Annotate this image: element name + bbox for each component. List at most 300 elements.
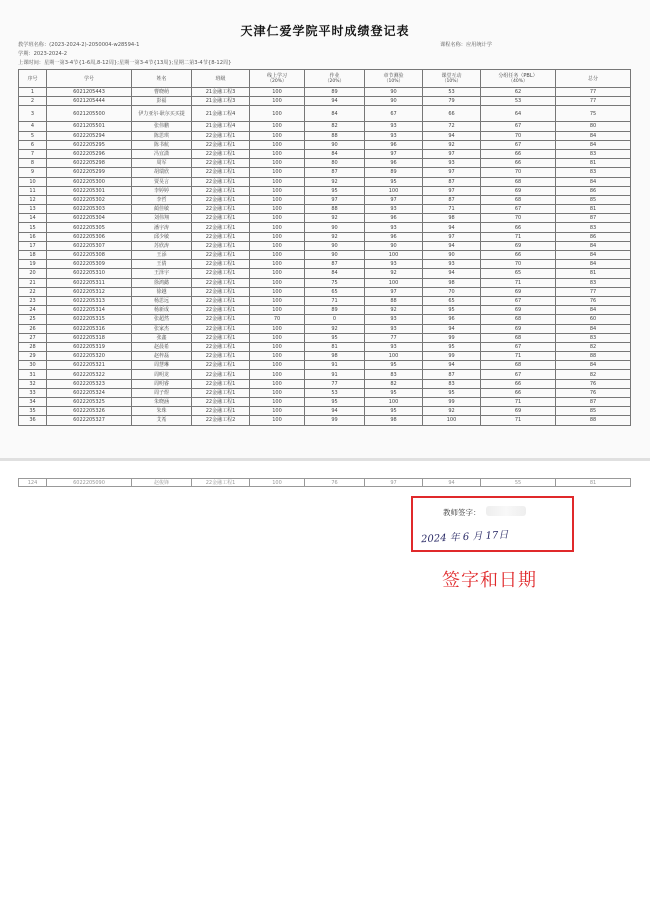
table-cell: 22金融工程1 — [192, 159, 250, 168]
table-cell: 22金融工程2 — [192, 416, 250, 425]
table-cell: 97 — [365, 479, 423, 487]
table-cell: 6022205325 — [47, 398, 132, 407]
table-cell: 89 — [365, 168, 423, 177]
table-cell: 22金融工程1 — [192, 168, 250, 177]
table-cell: 84 — [556, 251, 631, 260]
table-cell: 6022205324 — [47, 388, 132, 397]
table-cell: 22金融工程1 — [192, 260, 250, 269]
table-cell: 22金融工程1 — [192, 241, 250, 250]
table-cell: 6022205318 — [47, 333, 132, 342]
table-row — [19, 122, 631, 131]
table-cell: 75 — [305, 278, 365, 287]
table-cell: 6022205303 — [47, 205, 132, 214]
table-cell: 徐越 — [132, 287, 192, 296]
table-cell: 83 — [556, 168, 631, 177]
table-cell: 92 — [423, 140, 481, 149]
table-cell: 22金融工程1 — [192, 306, 250, 315]
table-cell: 87 — [423, 195, 481, 204]
table-cell: 67 — [481, 342, 556, 351]
table-cell: 100 — [250, 177, 305, 186]
column-header — [19, 70, 47, 88]
table-row — [19, 251, 631, 260]
page-separator — [0, 458, 650, 461]
table-cell: 100 — [250, 306, 305, 315]
table-row — [19, 131, 631, 140]
table-cell: 99 — [305, 416, 365, 425]
table-cell: 100 — [250, 122, 305, 131]
signature-label: 教师签字： — [443, 508, 481, 517]
table-cell: 李婷婷 — [132, 186, 192, 195]
table-cell: 93 — [365, 205, 423, 214]
table-cell: 67 — [481, 205, 556, 214]
table-cell: 22金融工程1 — [192, 131, 250, 140]
table-cell: 100 — [250, 205, 305, 214]
table-cell: 100 — [250, 251, 305, 260]
column-header-weight: （20%） — [267, 78, 287, 84]
column-header — [423, 70, 481, 88]
table-cell: 84 — [556, 361, 631, 370]
table-cell: 6022205305 — [47, 223, 132, 232]
table-cell: 100 — [250, 278, 305, 287]
table-cell: 75 — [556, 106, 631, 122]
column-header-label: 序号 — [27, 75, 38, 82]
table-cell: 赵梓磊 — [132, 352, 192, 361]
table-cell: 100 — [250, 241, 305, 250]
table-cell: 82 — [365, 379, 423, 388]
table-cell: 100 — [250, 388, 305, 397]
table-cell: 94 — [423, 241, 481, 250]
column-header — [305, 70, 365, 88]
table-cell: 88 — [305, 205, 365, 214]
table-cell: 97 — [423, 149, 481, 158]
table-row — [19, 352, 631, 361]
table-cell: 71 — [481, 278, 556, 287]
table-cell: 124 — [19, 479, 47, 487]
table-cell: 96 — [423, 315, 481, 324]
table-cell: 93 — [365, 324, 423, 333]
table-cell: 李哲 — [132, 195, 192, 204]
table-cell: 60 — [556, 315, 631, 324]
table-cell: 98 — [305, 352, 365, 361]
table-cell: 95 — [423, 388, 481, 397]
table-cell: 12 — [19, 195, 47, 204]
table-cell: 87 — [423, 177, 481, 186]
table-cell: 86 — [556, 232, 631, 241]
table-cell: 67 — [365, 106, 423, 122]
table-cell: 83 — [556, 333, 631, 342]
table-cell: 周明龙 — [132, 370, 192, 379]
table-cell: 贾昊言 — [132, 177, 192, 186]
table-cell: 6022205304 — [47, 214, 132, 223]
table-cell: 92 — [305, 232, 365, 241]
table-cell: 97 — [365, 195, 423, 204]
table-cell: 95 — [365, 361, 423, 370]
table-cell: 100 — [250, 106, 305, 122]
table-cell: 94 — [423, 479, 481, 487]
table-cell: 94 — [423, 223, 481, 232]
table-cell: 88 — [365, 296, 423, 305]
table-cell: 22金融工程1 — [192, 342, 250, 351]
table-cell: 6022205319 — [47, 342, 132, 351]
table-cell: 22金融工程1 — [192, 398, 250, 407]
column-header-weight: （10%） — [441, 78, 461, 84]
table-cell: 6022205308 — [47, 251, 132, 260]
table-cell: 100 — [250, 287, 305, 296]
table-cell: 100 — [250, 398, 305, 407]
table-cell: 100 — [250, 195, 305, 204]
table-cell: 100 — [250, 352, 305, 361]
table-cell: 周慧琳 — [132, 361, 192, 370]
table-cell: 22金融工程1 — [192, 232, 250, 241]
table-cell: 3 — [19, 106, 47, 122]
column-header-label: 学号 — [83, 75, 94, 82]
table-cell: 65 — [423, 296, 481, 305]
table-cell: 100 — [250, 342, 305, 351]
table-row — [19, 97, 631, 106]
table-cell: 71 — [481, 416, 556, 425]
table-row — [19, 388, 631, 397]
table-cell: 100 — [365, 186, 423, 195]
table-cell: 68 — [481, 333, 556, 342]
table-cell: 100 — [423, 416, 481, 425]
table-row — [19, 342, 631, 351]
table-cell: 100 — [250, 407, 305, 416]
table-cell: 6022205321 — [47, 361, 132, 370]
table-row — [19, 140, 631, 149]
table-cell: 蔺佳敏 — [132, 205, 192, 214]
table-cell: 100 — [250, 260, 305, 269]
table-row — [19, 186, 631, 195]
table-cell: 68 — [481, 195, 556, 204]
table-row — [19, 269, 631, 278]
table-cell: 6022205312 — [47, 287, 132, 296]
table-cell: 6 — [19, 140, 47, 149]
table-cell: 王添 — [132, 251, 192, 260]
table-cell: 92 — [305, 324, 365, 333]
table-cell: 76 — [556, 388, 631, 397]
table-cell: 6022205295 — [47, 140, 132, 149]
table-cell: 87 — [305, 168, 365, 177]
table-cell: 22金融工程1 — [192, 140, 250, 149]
table-row — [19, 159, 631, 168]
table-row — [19, 168, 631, 177]
table-cell: 曹晓萌 — [132, 88, 192, 97]
table-cell: 艾希 — [132, 416, 192, 425]
table-cell: 张伟鹏 — [132, 122, 192, 131]
table-cell: 87 — [305, 260, 365, 269]
table-cell: 彭福 — [132, 97, 192, 106]
table-cell: 66 — [481, 251, 556, 260]
table-row — [19, 315, 631, 324]
table-cell: 90 — [305, 251, 365, 260]
table-cell: 77 — [556, 88, 631, 97]
table-cell: 22金融工程1 — [192, 333, 250, 342]
table-row — [19, 407, 631, 416]
table-cell: 76 — [305, 479, 365, 487]
table-row — [19, 195, 631, 204]
table-cell: 陈思琪 — [132, 131, 192, 140]
table-cell: 6021205501 — [47, 122, 132, 131]
table-cell: 6022205294 — [47, 131, 132, 140]
table-cell: 100 — [250, 416, 305, 425]
table-cell: 70 — [423, 287, 481, 296]
table-cell: 9 — [19, 168, 47, 177]
table-cell: 66 — [481, 379, 556, 388]
table-cell: 92 — [365, 269, 423, 278]
table-cell: 66 — [481, 159, 556, 168]
table-cell: 苏欣涛 — [132, 241, 192, 250]
table-cell: 84 — [305, 106, 365, 122]
table-cell: 100 — [250, 168, 305, 177]
table-cell: 64 — [481, 106, 556, 122]
table-cell: 刘伟翔 — [132, 214, 192, 223]
table-row — [19, 296, 631, 305]
table-cell: 92 — [305, 214, 365, 223]
table-cell: 71 — [481, 352, 556, 361]
table-cell: 88 — [556, 416, 631, 425]
table-cell: 83 — [556, 149, 631, 158]
table-cell: 98 — [365, 416, 423, 425]
table-cell: 53 — [305, 388, 365, 397]
table-cell: 93 — [365, 342, 423, 351]
table-cell: 徐鸿懿 — [132, 278, 192, 287]
table-cell: 84 — [305, 269, 365, 278]
table-cell: 100 — [250, 186, 305, 195]
table-row — [19, 232, 631, 241]
semester: 学期：2023-2024-2 — [18, 51, 68, 57]
table-cell: 53 — [423, 88, 481, 97]
table-row — [19, 177, 631, 186]
table-cell: 87 — [556, 398, 631, 407]
signature-box — [411, 496, 574, 552]
table-cell: 93 — [423, 159, 481, 168]
table-cell: 79 — [423, 97, 481, 106]
table-cell: 93 — [365, 315, 423, 324]
table-cell: 83 — [556, 223, 631, 232]
table-row — [19, 241, 631, 250]
table-cell: 77 — [556, 97, 631, 106]
table-cell: 95 — [305, 333, 365, 342]
table-cell: 95 — [305, 186, 365, 195]
table-cell: 84 — [556, 306, 631, 315]
table-row — [19, 287, 631, 296]
table-row — [19, 278, 631, 287]
table-cell: 62 — [481, 88, 556, 97]
table-cell: 95 — [365, 177, 423, 186]
table-cell: 84 — [556, 324, 631, 333]
table-cell: 21金融工程4 — [192, 106, 250, 122]
table-cell: 83 — [556, 278, 631, 287]
table-cell: 30 — [19, 361, 47, 370]
table-cell: 21 — [19, 278, 47, 287]
table-cell: 95 — [365, 388, 423, 397]
table-cell: 72 — [423, 122, 481, 131]
table-cell: 21金融工程4 — [192, 122, 250, 131]
table-cell: 17 — [19, 241, 47, 250]
table-cell: 8 — [19, 159, 47, 168]
table-cell: 22金融工程1 — [192, 370, 250, 379]
column-header-label: 分组任务（PBL） — [498, 72, 538, 79]
table-cell: 6022205322 — [47, 370, 132, 379]
table-cell: 90 — [365, 97, 423, 106]
table-cell: 100 — [250, 88, 305, 97]
table-cell: 87 — [556, 214, 631, 223]
table-cell: 71 — [481, 398, 556, 407]
table-cell: 65 — [481, 269, 556, 278]
table-cell: 70 — [481, 131, 556, 140]
table-cell: 71 — [481, 232, 556, 241]
table-cell: 22金融工程1 — [192, 296, 250, 305]
table-cell: 朱晓涵 — [132, 398, 192, 407]
column-header-label: 课堂互动 — [441, 72, 462, 79]
table-cell: 97 — [365, 287, 423, 296]
table-cell: 68 — [481, 315, 556, 324]
table-cell: 22金融工程1 — [192, 379, 250, 388]
table-cell: 24 — [19, 306, 47, 315]
table-cell: 100 — [250, 131, 305, 140]
table-cell: 100 — [250, 140, 305, 149]
table-cell: 100 — [250, 479, 305, 487]
table-cell: 85 — [556, 195, 631, 204]
table-cell: 84 — [556, 177, 631, 186]
table-row — [19, 88, 631, 97]
table-cell: 93 — [365, 260, 423, 269]
table-cell: 95 — [423, 342, 481, 351]
table-cell: 6022205311 — [47, 278, 132, 287]
table-cell: 77 — [556, 287, 631, 296]
table-cell: 100 — [250, 97, 305, 106]
table-cell: 26 — [19, 324, 47, 333]
table-cell: 76 — [556, 379, 631, 388]
table-cell: 22金融工程1 — [192, 214, 250, 223]
column-header-label: 班级 — [215, 75, 226, 82]
table-cell: 93 — [423, 260, 481, 269]
table-cell: 6021205444 — [47, 97, 132, 106]
table-cell: 98 — [423, 214, 481, 223]
table-cell: 69 — [481, 324, 556, 333]
table-cell: 29 — [19, 352, 47, 361]
table-cell: 83 — [423, 379, 481, 388]
table-cell: 22金融工程1 — [192, 388, 250, 397]
table-cell: 杨新成 — [132, 306, 192, 315]
table-cell: 82 — [556, 342, 631, 351]
table-cell: 70 — [250, 315, 305, 324]
column-header — [481, 70, 556, 88]
table-cell: 6022205326 — [47, 407, 132, 416]
table-row — [19, 479, 631, 487]
table-cell: 66 — [481, 149, 556, 158]
table-cell: 22金融工程1 — [192, 149, 250, 158]
table-row — [19, 149, 631, 158]
column-header — [132, 70, 192, 88]
table-cell: 69 — [481, 186, 556, 195]
table-cell: 100 — [250, 232, 305, 241]
table-row — [19, 361, 631, 370]
class-name: 教学班名称：(2023-2024-2)-2050004-w28594-1 — [18, 42, 140, 48]
table-cell: 100 — [365, 278, 423, 287]
table-cell: 11 — [19, 186, 47, 195]
table-cell: 53 — [481, 97, 556, 106]
table-cell: 84 — [556, 131, 631, 140]
table-cell: 96 — [365, 159, 423, 168]
table-cell: 6022205302 — [47, 195, 132, 204]
table-cell: 16 — [19, 232, 47, 241]
table-cell: 71 — [305, 296, 365, 305]
table-cell: 6021205443 — [47, 88, 132, 97]
table-cell: 6022205316 — [47, 324, 132, 333]
table-cell: 4 — [19, 122, 47, 131]
table-cell: 95 — [365, 407, 423, 416]
table-row — [19, 214, 631, 223]
table-row — [19, 205, 631, 214]
handwritten-date: 2024 年 6 月 17日 — [420, 529, 509, 546]
table-cell: 王泽宇 — [132, 269, 192, 278]
table-cell: 6022205309 — [47, 260, 132, 269]
table-cell: 69 — [481, 306, 556, 315]
table-cell: 21金融工程3 — [192, 97, 250, 106]
table-cell: 赵晨希 — [132, 342, 192, 351]
table-cell: 冯宜潇 — [132, 149, 192, 158]
table-cell: 68 — [481, 361, 556, 370]
table-cell: 朱珠 — [132, 407, 192, 416]
table-cell: 90 — [305, 223, 365, 232]
table-cell: 22金融工程1 — [192, 287, 250, 296]
table-cell: 84 — [556, 241, 631, 250]
column-header-label: 总分 — [587, 75, 598, 82]
table-cell: 90 — [365, 88, 423, 97]
table-cell: 90 — [423, 251, 481, 260]
annotation-note: 签字和日期 — [442, 570, 537, 591]
grade-table — [18, 69, 631, 426]
table-cell: 94 — [305, 407, 365, 416]
table-cell: 84 — [305, 149, 365, 158]
table-cell: 81 — [556, 479, 631, 487]
table-cell: 36 — [19, 416, 47, 425]
table-row — [19, 106, 631, 122]
table-cell: 22金融工程1 — [192, 223, 250, 232]
table-row — [19, 324, 631, 333]
table-cell: 7 — [19, 149, 47, 158]
table-cell: 18 — [19, 251, 47, 260]
column-header-weight: （20%） — [324, 78, 344, 84]
table-cell: 66 — [481, 223, 556, 232]
table-cell: 100 — [365, 398, 423, 407]
table-cell: 77 — [305, 379, 365, 388]
column-header-weight: （10%） — [383, 78, 403, 84]
table-cell: 67 — [481, 140, 556, 149]
table-cell: 81 — [556, 159, 631, 168]
table-cell: 6022205299 — [47, 168, 132, 177]
table-cell: 86 — [556, 186, 631, 195]
table-cell: 99 — [423, 352, 481, 361]
table-cell: 98 — [423, 278, 481, 287]
table-cell: 100 — [250, 379, 305, 388]
table-body — [19, 88, 631, 426]
table-cell: 周军 — [132, 159, 192, 168]
table-cell: 27 — [19, 333, 47, 342]
table-cell: 100 — [365, 251, 423, 260]
table-cell: 69 — [481, 241, 556, 250]
table-row — [19, 306, 631, 315]
table-cell: 97 — [423, 232, 481, 241]
table-cell: 6022205327 — [47, 416, 132, 425]
table-cell: 95 — [305, 398, 365, 407]
table-cell: 92 — [365, 306, 423, 315]
table-cell: 67 — [481, 122, 556, 131]
table-cell: 杨思远 — [132, 296, 192, 305]
table-cell: 6022205315 — [47, 315, 132, 324]
table-cell: 82 — [556, 370, 631, 379]
